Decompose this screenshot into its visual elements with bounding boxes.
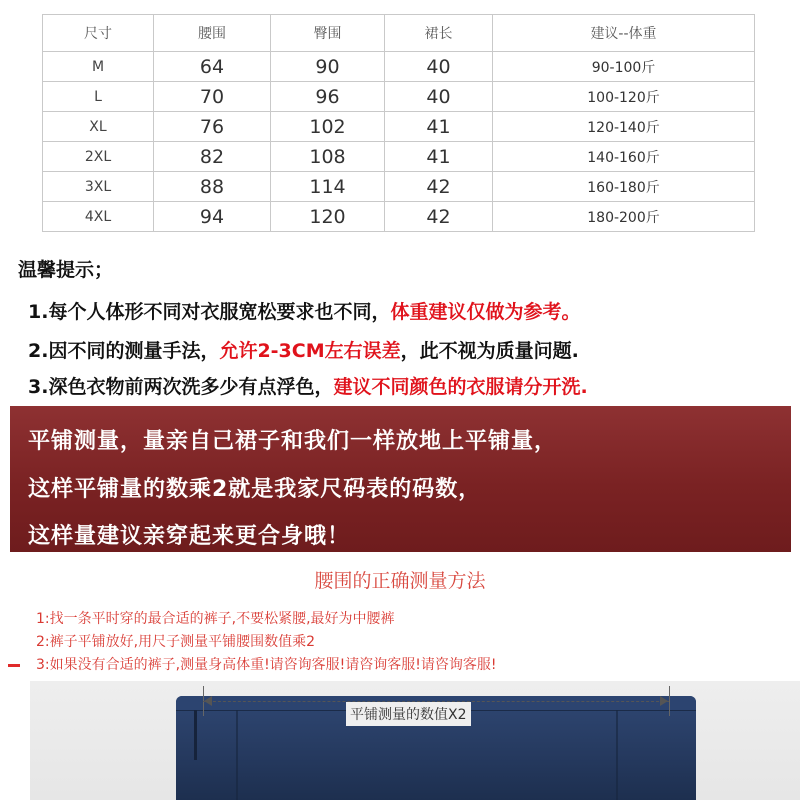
size-cell: M xyxy=(43,52,154,82)
tip-item xyxy=(28,372,588,399)
banner-line: 平铺测量，量亲自己裙子和我们一样放地上平铺量， xyxy=(28,429,558,454)
size-cell: 4XL xyxy=(43,202,154,232)
header-size: 尺寸 xyxy=(43,15,154,52)
weight-cell: 120-140斤 xyxy=(493,112,755,142)
pants-seam xyxy=(236,710,238,800)
tips-title: 温馨提示； xyxy=(18,259,114,281)
weight-cell: 160-180斤 xyxy=(493,172,755,202)
banner-line: 这样平铺量的数乘2就是我家尺码表的码数， xyxy=(28,477,482,502)
waist-cell: 76 xyxy=(154,112,271,142)
table-row xyxy=(43,142,755,172)
weight-cell: 140-160斤 xyxy=(493,142,755,172)
size-cell: L xyxy=(43,82,154,112)
length-cell: 40 xyxy=(385,52,493,82)
tip-text: 1.每个人体形不同对衣服宽松要求也不同， xyxy=(28,301,391,323)
pants-seam xyxy=(616,710,618,800)
measure-label: 平铺测量的数值X2 xyxy=(346,702,471,726)
measure-step: 2:裤子平铺放好,用尺子测量平铺腰围数值乘2 xyxy=(36,634,315,650)
measure-title: 腰围的正确测量方法 xyxy=(314,570,486,592)
size-cell: 2XL xyxy=(43,142,154,172)
tip-highlight: 体重建议仅做为参考。 xyxy=(390,301,581,323)
header-length: 裙长 xyxy=(385,15,493,52)
waist-cell: 88 xyxy=(154,172,271,202)
measure-step: 3:如果没有合适的裤子,测量身高体重!请咨询客服!请咨询客服!请咨询客服! xyxy=(36,657,497,673)
length-cell: 41 xyxy=(385,142,493,172)
table-row xyxy=(43,202,755,232)
size-cell: XL xyxy=(43,112,154,142)
hip-cell: 108 xyxy=(271,142,385,172)
waist-cell: 64 xyxy=(154,52,271,82)
arrow-right-icon xyxy=(660,696,668,706)
weight-cell: 100-120斤 xyxy=(493,82,755,112)
length-cell: 42 xyxy=(385,172,493,202)
table-row xyxy=(43,52,755,82)
waist-cell: 94 xyxy=(154,202,271,232)
table-row xyxy=(43,112,755,142)
measure-tick-right xyxy=(669,686,670,716)
tip-highlight: 允许2-3CM左右误差 xyxy=(219,340,401,362)
length-cell: 41 xyxy=(385,112,493,142)
hip-cell: 90 xyxy=(271,52,385,82)
tip-item xyxy=(28,297,580,324)
zipper-icon xyxy=(194,710,197,760)
waist-cell: 82 xyxy=(154,142,271,172)
weight-cell: 90-100斤 xyxy=(493,52,755,82)
size-cell: 3XL xyxy=(43,172,154,202)
table-header-row xyxy=(43,15,755,52)
tip-text: 2.因不同的测量手法， xyxy=(28,340,220,362)
hip-cell: 114 xyxy=(271,172,385,202)
length-cell: 42 xyxy=(385,202,493,232)
tip-tail: ，此不视为质量问题. xyxy=(400,340,579,362)
header-weight: 建议--体重 xyxy=(493,15,755,52)
table-row xyxy=(43,172,755,202)
header-hip: 臀围 xyxy=(271,15,385,52)
hip-cell: 96 xyxy=(271,82,385,112)
arrow-left-icon xyxy=(204,696,212,706)
weight-cell: 180-200斤 xyxy=(493,202,755,232)
tip-text: 3.深色衣物前两次洗多少有点浮色， xyxy=(28,376,334,398)
measure-section xyxy=(0,556,800,800)
waist-cell: 70 xyxy=(154,82,271,112)
banner-line: 这样量建议亲穿起来更合身哦！ xyxy=(28,524,351,549)
hip-cell: 120 xyxy=(271,202,385,232)
measure-banner xyxy=(10,406,791,552)
size-table xyxy=(42,14,755,232)
measure-step: 1:找一条平时穿的最合适的裤子,不要松紧腰,最好为中腰裤 xyxy=(36,611,395,627)
red-dash-mark xyxy=(8,664,20,667)
header-waist: 腰围 xyxy=(154,15,271,52)
length-cell: 40 xyxy=(385,82,493,112)
tip-highlight: 建议不同颜色的衣服请分开洗. xyxy=(333,376,588,398)
table-row xyxy=(43,82,755,112)
hip-cell: 102 xyxy=(271,112,385,142)
tip-item xyxy=(28,336,579,363)
